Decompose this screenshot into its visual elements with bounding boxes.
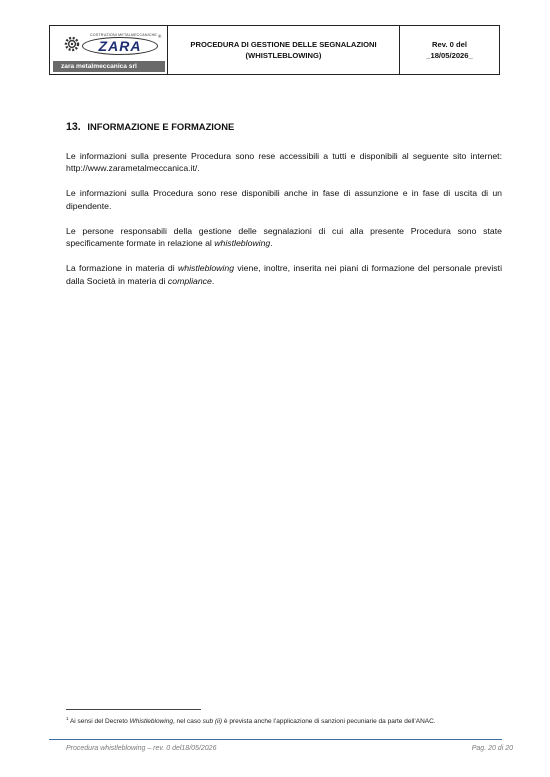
section-title: INFORMAZIONE E FORMAZIONE <box>87 121 235 132</box>
paragraph-4-emphasis-2: compliance <box>167 275 212 286</box>
footer-page-number: Pag. 20 di 20 <box>471 745 513 752</box>
footer-document-label: Procedura whistleblowing – rev. 0 del18/05/2026 <box>66 745 217 752</box>
logo-tagline: COSTRUZIONI METALMECCANICHE <box>90 33 158 37</box>
paragraph-4-emphasis-1: whistleblowing <box>178 263 235 273</box>
paragraph-4-text-b: viene, inoltre, inserita nei piani di formazione del personale previsti dalla Società in materia di <box>66 263 502 286</box>
footnote-text-b: , nel caso <box>172 718 203 726</box>
gear-icon <box>62 34 82 54</box>
header-rev-line1: Rev. 0 del <box>432 40 467 49</box>
paragraph-4 <box>66 262 502 287</box>
footnote-marker: 1 <box>66 716 69 721</box>
company-logo <box>50 26 168 74</box>
paragraph-4-text-a: La formazione in materia di <box>66 263 179 273</box>
document-header <box>49 25 500 75</box>
header-revision <box>400 26 499 74</box>
header-title-line2: (WHISTLEBLOWING) <box>245 51 322 60</box>
header-title-line1: PROCEDURA DI GESTIONE DELLE SEGNALAZIONI <box>190 40 377 49</box>
footnote-separator <box>66 709 201 710</box>
footnote-text-c: è prevista anche l’applicazione di sanzioni pecuniarie da parte dell’ANAC. <box>222 718 436 726</box>
footnote-emphasis-2: sub (ii) <box>202 718 223 726</box>
logo-registered-mark: ® <box>158 34 162 39</box>
logo-brand: ZARA <box>82 37 158 55</box>
logo-emblem <box>50 26 168 62</box>
paragraph-3-emphasis: whistleblowing <box>214 238 271 248</box>
footnote <box>66 716 436 725</box>
paragraph-3-text-a: Le persone responsabili della gestione delle segnalazioni di cui alla presente Procedura sono state specificamente formate in relazione al <box>66 225 502 248</box>
footer-separator <box>49 739 502 740</box>
paragraph-1: Le informazioni sulla presente Procedura sono rese accessibili a tutti e disponibili al seguente sito internet: http://www.zarametalmeccanica.it/. <box>66 150 502 173</box>
footnote-text-a: Ai sensi del Decreto <box>68 718 130 726</box>
paragraph-3 <box>66 225 502 250</box>
paragraph-2: Le informazioni sulla Procedura sono rese disponibili anche in fase di assunzione e in fase di uscita di un dipendente. <box>66 188 502 211</box>
header-rev-line2: _18/05/2026_ <box>426 51 473 60</box>
paragraph-4-text-c: . <box>211 275 215 286</box>
header-title <box>168 26 400 74</box>
footnote-emphasis-1: Whistleblowing <box>129 718 173 726</box>
logo-company-bar: zara metalmeccanica srl <box>53 61 165 72</box>
section-number: 13. <box>66 121 81 133</box>
section-heading <box>66 121 502 134</box>
page-content <box>66 121 502 300</box>
paragraph-3-text-b: . <box>270 238 273 248</box>
